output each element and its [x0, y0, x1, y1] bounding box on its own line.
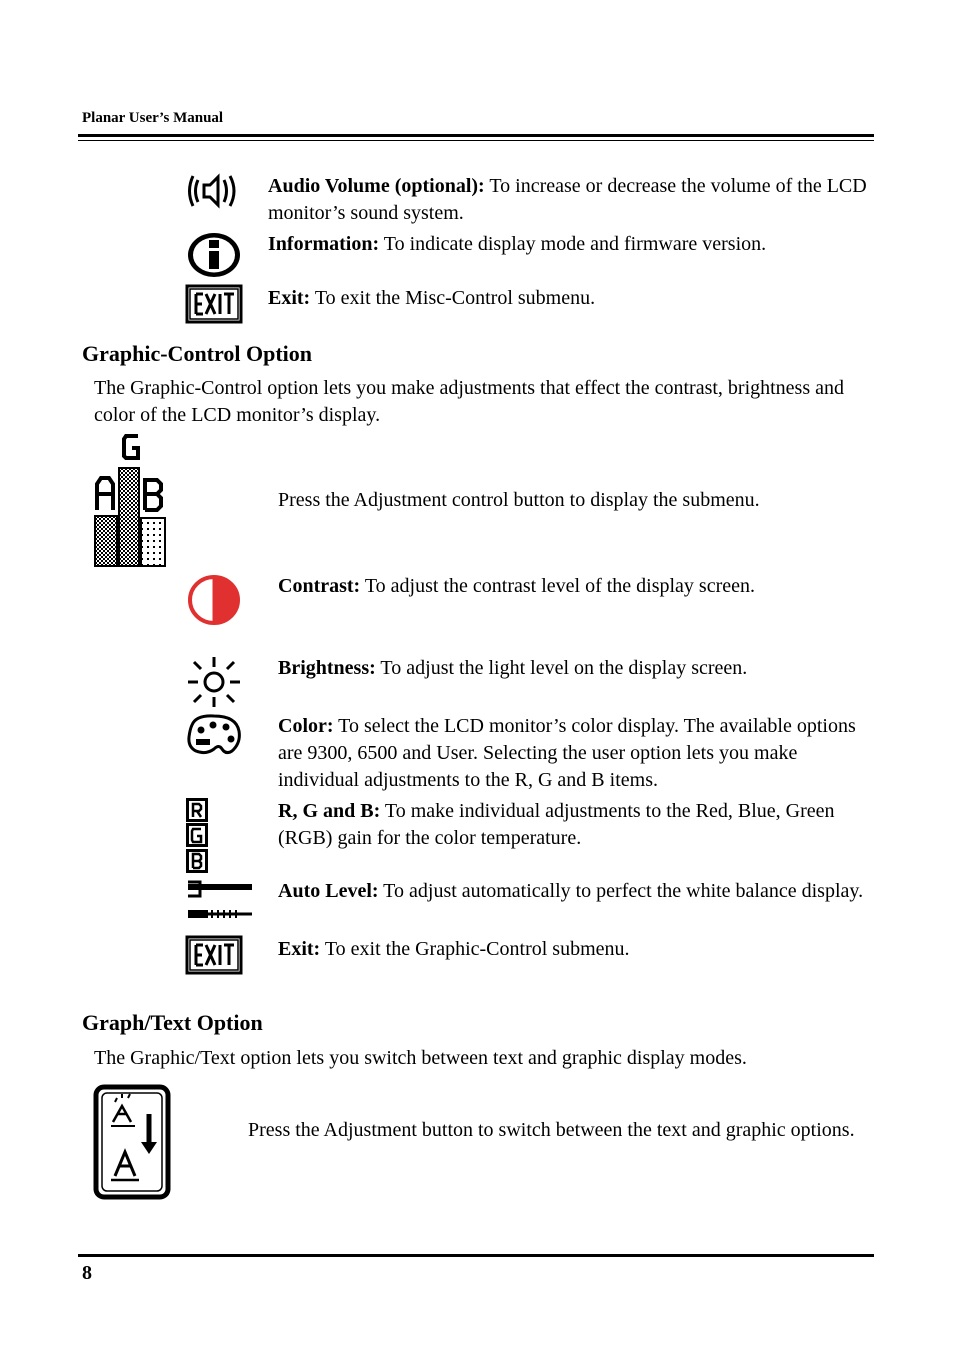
graphic-item-color: [278, 713, 878, 794]
graphic-item-auto-level-label: Auto Level:: [278, 880, 379, 902]
speaker-volume-icon: [184, 170, 242, 212]
graphic-item-contrast-text: To adjust the contrast level of the display screen.: [360, 575, 756, 597]
graphic-control-intro: The Graphic-Control option lets you make adjustments that effect the contrast, brightness and color of the LCD monitor’s display.: [94, 377, 844, 426]
page-number: 8: [82, 1262, 92, 1284]
information-icon: [185, 230, 243, 280]
exit-icon: [185, 935, 243, 975]
graphic-item-exit: [278, 936, 878, 963]
footer-rule: [78, 1254, 874, 1257]
graphic-item-brightness-label: Brightness:: [278, 657, 376, 679]
graphic-item-brightness: [278, 655, 878, 682]
brightness-sun-icon: [186, 655, 242, 709]
manual-header-title: Planar User’s Manual: [82, 110, 224, 126]
graphic-item-contrast-label: Contrast:: [278, 575, 361, 597]
misc-item-audio: [268, 173, 878, 227]
graph-text-intro: The Graphic/Text option lets you switch between text and graphic display modes.: [94, 1047, 747, 1069]
graphic-item-auto-level-text: To adjust automatically to perfect the white balance display.: [378, 880, 864, 902]
graphic-item-color-text: To select the LCD monitor’s color display. The available options are 9300, 6500 and User. Selecting the user option lets you make individual adjustments to the R, G and B items.: [278, 715, 856, 791]
exit-icon: [185, 284, 243, 324]
misc-item-information-text: To indicate display mode and firmware version.: [379, 233, 767, 255]
graphic-item-exit-label: Exit:: [278, 938, 321, 960]
graph-text-press-text: Press the Adjustment button to switch between the text and graphic options.: [248, 1119, 855, 1141]
color-palette-icon: [186, 713, 242, 757]
graphic-item-rgb-label: R, G and B:: [278, 800, 381, 822]
graphic-item-contrast: [278, 573, 878, 600]
header-rule-thin: [78, 140, 874, 141]
misc-item-exit-text: To exit the Misc-Control submenu.: [310, 287, 596, 309]
graphic-item-brightness-text: To adjust the light level on the display screen.: [375, 657, 748, 679]
graphic-control-press-text: Press the Adjustment control button to display the submenu.: [278, 489, 760, 511]
misc-item-audio-label: Audio Volume (optional):: [268, 175, 485, 197]
graphic-item-auto-level: [278, 878, 878, 905]
graphic-item-rgb-text: To make individual adjustments to the Red, Blue, Green (RGB) gain for the color temperature.: [278, 800, 835, 849]
graphic-item-color-label: Color:: [278, 715, 334, 737]
contrast-icon: [186, 573, 242, 627]
misc-item-information: [268, 231, 878, 258]
auto-level-icon: [186, 880, 252, 924]
misc-item-audio-text: To increase or decrease the volume of the LCD monitor’s sound system.: [268, 175, 867, 224]
graphic-control-heading: Graphic-Control Option: [82, 341, 313, 366]
graphic-item-exit-text: To exit the Graphic-Control submenu.: [320, 938, 630, 960]
misc-item-exit-label: Exit:: [268, 287, 311, 309]
header-rule-thick: [78, 134, 874, 137]
misc-item-information-label: Information:: [268, 233, 380, 255]
graph-text-icon: [93, 1084, 171, 1200]
misc-item-exit: [268, 285, 878, 312]
graph-text-heading: Graph/Text Option: [82, 1010, 263, 1035]
rgb-icon: [186, 798, 208, 874]
graphic-control-icon: [93, 432, 167, 568]
graphic-item-rgb: [278, 798, 878, 852]
